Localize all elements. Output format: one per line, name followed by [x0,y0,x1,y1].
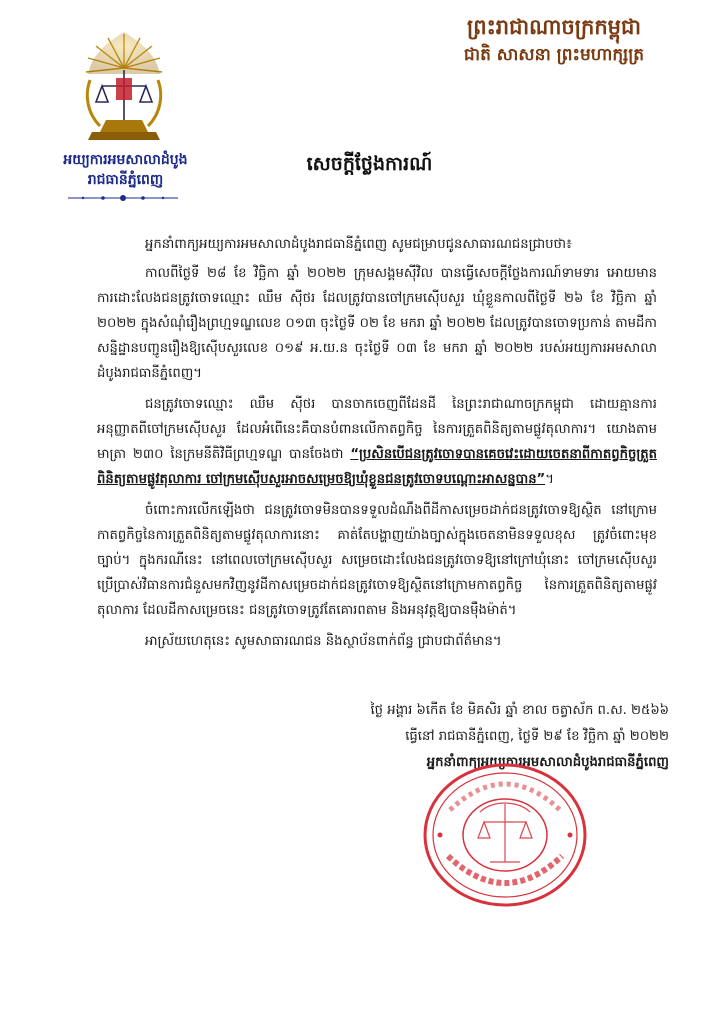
paragraph-2 [97,392,657,492]
paragraph-3: ចំពោះការលើកឡើងថា ជនត្រូវចោទមិនបានទទួលដំណឹងពីដីកាសម្រេចដាក់ជនត្រូវចោទឱ្យស្ថិត នៅក្រោមកាតព្វកិច្ចនៃការត្រួតពិនិត្យតាមផ្លូវតុលាការនោះ គាត់តែបង្ហាញយ៉ាងច្បាស់ក្នុងចេតនាមិនទទួលខុស ត្រូវចំពោះមុខច្បាប់។ ក្នុងករណីនេះ នៅពេលចៅក្រមស៊ើបសួរ សម្រេចដោះលែងជនត្រូវចោទឱ្យនៅក្រៅឃុំនោះ ចៅក្រមស៊ើបសួរ ប្រើប្រាស់វិធានការជំនួសមកវិញនូវដីកាសម្រេចដាក់ជនត្រូវចោទឱ្យស្ថិតនៅក្រោមកាតព្វកិច្ច នៃការត្រួតពិនិត្យតាមផ្លូវតុលាការ ដែលដីកាសម្រេចនេះ ជនត្រូវចោទត្រូវតែគោរពតាម និងអនុវត្តឱ្យបានម៉ឺងម៉ាត់។ [97,503,657,618]
place-and-date: ធ្វើនៅ រាជធានីភ្នំពេញ, ថ្ងៃទី ២៩ ខែ វិច្ឆិកា ឆ្នាំ ២០២២ [405,729,669,744]
organization-ornament [68,193,178,203]
kingdom-name: ព្រះរាជាណាចក្រកម្ពុជា [466,14,641,39]
paragraph-4: អាស្រ័យហេតុនេះ សូមសាធារណជន និងស្ថាប័នពាក់ព័ន្ធ ជ្រាបជាព័ត៌មាន។ [145,634,502,649]
lunar-date: ថ្ងៃ អង្គារ ៦កើត ខែ មិគសិរ ឆ្នាំ ខាល ចត្វាស័ក ព.ស. ២៥៦៦ [370,703,669,718]
kingdom-motto [404,12,704,68]
document-title: សេចក្ដីថ្លែងការណ៍ [306,153,433,175]
paragraph-2-text: ជនត្រូវចោទឈ្មោះ ឈឹម ស៊ីថរ បានចាកចេញពីដែនដី នៃព្រះរាជាណាចក្រកម្ពុជា ដោយគ្មានការ អនុញ្ញាតពីចៅក្រមស៊ើបសួរ ដែលអំពើនេះគឺបានបំពានលើកាតព្វកិច្ច នៃការត្រួតពិនិត្យតាមផ្លូវតុលាការ។ យោងតាមមាត្រា ២៣០ នៃក្រមនីតិវិធីព្រហ្មទណ្ឌ បានចែងថា [97,397,657,462]
legal-quote: “ប្រសិនបើជនត្រូវចោទបានគេចវេះដោយចេតនាពីកាតព្វកិច្ចត្រួតពិនិត្យតាមផ្លូវតុលាការ ចៅក្រមស៊ើបសួរអាចសម្រេចឱ្យឃុំខ្លួនជនត្រូវចោទបណ្ដោះអាសន្នបាន” [97,447,657,487]
official-seal-stamp [420,760,590,910]
paragraph-2-end: ។ [545,472,554,487]
organization-name [18,150,233,190]
signer-title: អ្នកនាំពាក្យអយ្យការអមសាលាដំបូងរាជធានីភ្នំពេញ [426,755,669,770]
statement-body [97,232,657,660]
national-motto: ជាតិ សាសនា ព្រះមហាក្សត្រ [463,45,645,65]
organization-name-line2: រាជធានីភ្នំពេញ [87,172,164,188]
paragraph-1: កាលពីថ្ងៃទី ២៨ ខែ វិច្ឆិកា ឆ្នាំ ២០២២ ក្រុមសង្គមស៊ីវិល បានធ្វើសេចក្ដីថ្លែងការណ៍ទាមទារ អោយមានការដោះលែងជនត្រូវចោទឈ្មោះ ឈឹម ស៊ីថរ ដែលត្រូវបានចៅក្រមស៊ើបសួរ ឃុំខ្លួនកាលពីថ្ងៃទី ២៦ ខែ វិច្ឆិកា ឆ្នាំ ២០២២ ក្នុងសំណុំរឿងព្រហ្មទណ្ឌលេខ ០១៣ ចុះថ្ងៃទី ០២ ខែ មករា ឆ្នាំ ២០២២ ដែលត្រូវបានចោទប្រកាន់ តាមដីកាសន្និដ្ឋានបញ្ជូនរឿងឱ្យស៊ើបសួរលេខ ០១៩ អ.យ.ន ចុះថ្ងៃទី ០៣ ខែ មករា ឆ្នាំ ២០២២ របស់អយ្យការអមសាលាដំបូងរាជធានីភ្នំពេញ។ [97,266,657,381]
organization-name-line1: អយ្យការអមសាលាដំបូង [63,152,188,168]
court-emblem-logo [78,28,170,148]
greeting-paragraph: អ្នកនាំពាក្យអយ្យការអមសាលាដំបូងរាជធានីភ្នំពេញ សូមជម្រាបជូនសាធារណជនជ្រាបថា៖ [145,237,572,252]
